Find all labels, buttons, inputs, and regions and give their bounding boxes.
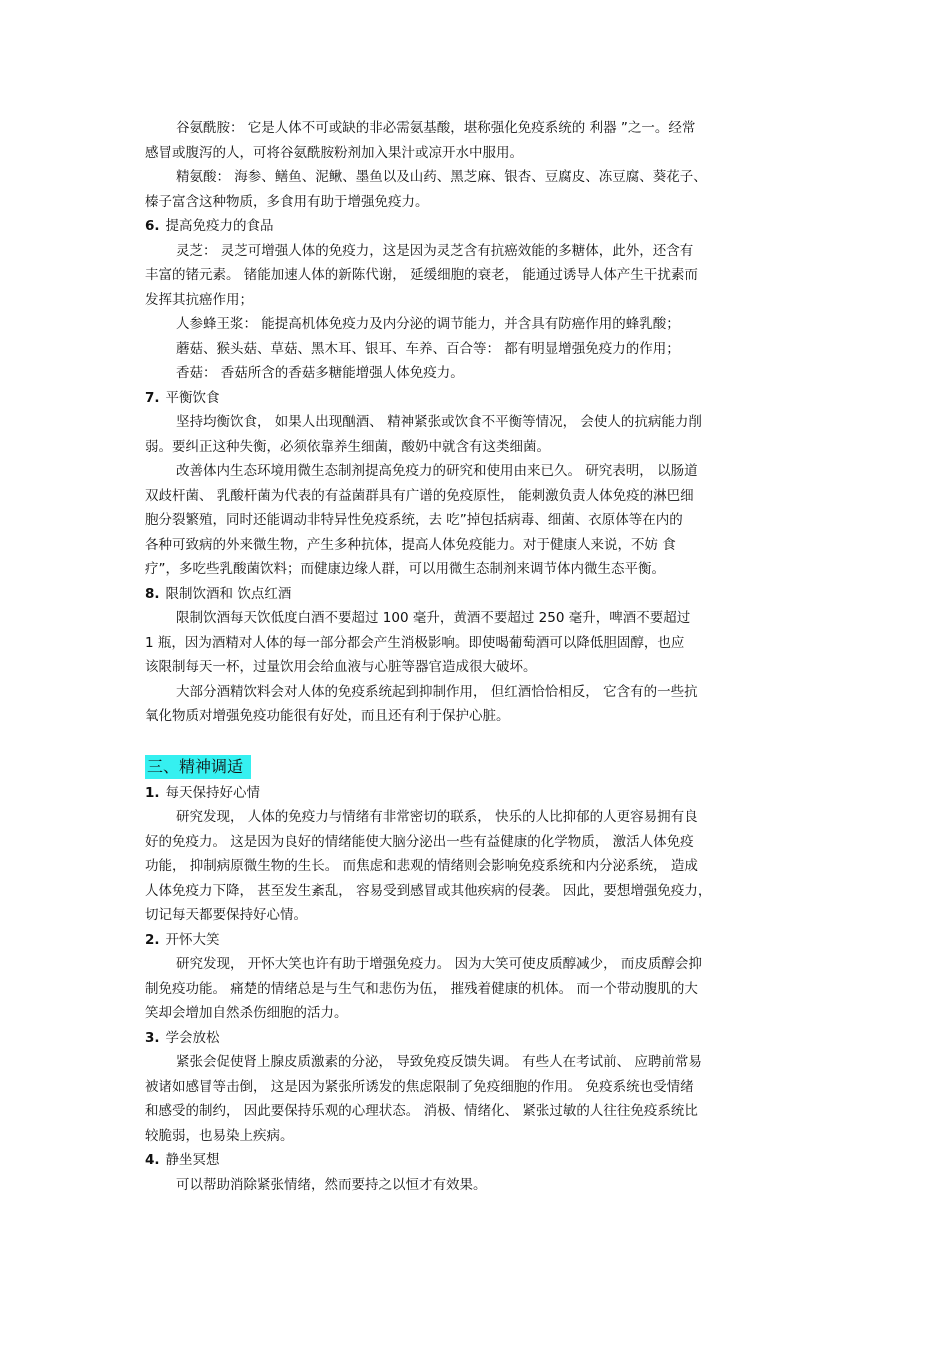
document-page (145, 116, 810, 1197)
paragraph-line: 被诸如感冒等击倒， 这是因为紧张所诱发的焦虑限制了免疫细胞的作用。 免疫系统也受情绪 (145, 1078, 694, 1095)
subsection-number: 2. (145, 931, 160, 948)
subsection-heading (145, 928, 810, 953)
paragraph-first-line: 谷氨酰胺： 它是人体不可或缺的非必需氨基酸，堪称强化免疫系统的 利器 ”之一。经常 (176, 120, 696, 136)
paragraph-line: 切记每天都要保持好心情。 (145, 907, 307, 923)
paragraph-first-line: 坚持均衡饮食， 如果人出现酗酒、 精神紧张或饮食不平衡等情况， 会使人的抗病能力削 (176, 414, 702, 430)
subsection-number: 6. (145, 218, 160, 234)
subsection-heading (145, 214, 810, 239)
paragraph-line: 笑却会增加自然杀伤细胞的活力。 (145, 1005, 348, 1021)
paragraph-line: 和感受的制约， 因此要保持乐观的心理状态。 消极、情绪化、 紧张过敏的人往往免疫系统比 (145, 1103, 698, 1119)
paragraph-line: 好的免疫力。 这是因为良好的情绪能使大脑分泌出一些有益健康的化学物质， 激活人体免疫 (145, 833, 694, 850)
subsection-title: 学会放松 (165, 1029, 220, 1046)
paragraph-line: 较脆弱，也易染上疾病。 (145, 1127, 294, 1144)
subsection-title: 开怀大笑 (165, 931, 220, 948)
subsection-title: 限制饮酒和 饮点红酒 (165, 585, 292, 602)
paragraph-line: 功能， 抑制病原微生物的生长。 而焦虑和悲观的情绪则会影响免疫系统和内分泌系统， 造成 (145, 858, 698, 874)
paragraph-first-line: 可以帮助消除紧张情绪，然而要持之以恒才有效果。 (176, 1176, 487, 1193)
paragraph-line: 1 瓶，因为酒精对人体的每一部分都会产生消极影响。即使喝葡萄酒可以降低胆固醇，也应 (145, 634, 685, 651)
paragraph-line: 氧化物质对增强免疫功能很有好处，而且还有利于保护心脏。 (145, 708, 510, 724)
paragraph-line: 双歧杆菌、 乳酸杆菌为代表的有益菌群具有广谱的免疫原性， 能刺激负责人体免疫的淋巴细 (145, 487, 694, 504)
paragraph-first-line: 研究发现， 开怀大笑也许有助于增强免疫力。 因为大笑可使皮质醇减少， 而皮质醇会抑 (176, 956, 702, 972)
section-heading-row (145, 729, 810, 781)
paragraph-line: 弱。要纠正这种失衡，必须依靠养生细菌，酸奶中就含有这类细菌。 (145, 438, 550, 455)
paragraph-line: 丰富的锗元素。 锗能加速人体的新陈代谢， 延缓细胞的衰老， 能通过诱导人体产生干扰素而 (145, 267, 698, 283)
subsection-heading (145, 386, 810, 411)
paragraph-line: 制免疫功能。 痛楚的情绪总是与生气和悲伤为伍， 摧残着健康的机体。 而一个带动腹肌的大 (145, 980, 698, 997)
paragraph-line: 感冒或腹泻的人，可将谷氨酰胺粉剂加入果汁或凉开水中服用。 (145, 144, 523, 161)
paragraph-first-line: 蘑菇、猴头菇、草菇、黑木耳、银耳、车养、百合等： 都有明显增强免疫力的作用； (176, 340, 680, 357)
subsection-heading (145, 781, 810, 806)
paragraph-line: 人体免疫力下降， 甚至发生紊乱， 容易受到感冒或其他疾病的侵袭。 因此，要想增强免疫力， (145, 882, 712, 899)
subsection-heading (145, 1026, 810, 1051)
paragraph-line: 胞分裂繁殖，同时还能调动非特异性免疫系统，去 吃”掉包括病毒、细菌、衣原体等在内的 (145, 512, 683, 528)
paragraph-first-line: 紧张会促使肾上腺皮质激素的分泌， 导致免疫反馈失调。 有些人在考试前、 应聘前常易 (176, 1054, 702, 1070)
subsection-heading (145, 1148, 810, 1173)
paragraph-line: 疗”，多吃些乳酸菌饮料；而健康边缘人群，可以用微生态制剂来调节体内微生态平衡。 (145, 561, 665, 577)
paragraph-line: 该限制每天一杯，过量饮用会给血液与心脏等器官造成很大破坏。 (145, 659, 537, 675)
subsection-heading (145, 582, 810, 607)
subsection-title: 静坐冥想 (165, 1152, 220, 1168)
section-heading: 三、精神调适 (145, 755, 251, 779)
paragraph-first-line: 灵芝： 灵芝可增强人体的免疫力，这是因为灵芝含有抗癌效能的多糖体，此外，还含有 (176, 242, 694, 259)
paragraph-first-line: 研究发现， 人体的免疫力与情绪有非常密切的联系， 快乐的人比抑郁的人更容易拥有良 (176, 809, 698, 825)
subsection-number: 8. (145, 585, 160, 602)
subsection-title: 平衡饮食 (165, 389, 220, 406)
paragraph-line: 各种可致病的外来微生物，产生多种抗体，提高人体免疫能力。对于健康人来说，不妨 食 (145, 536, 676, 553)
subsection-number: 1. (145, 784, 160, 801)
paragraph-first-line: 精氨酸： 海参、鳝鱼、泥鳅、墨鱼以及山药、黑芝麻、银杏、豆腐皮、冻豆腐、葵花子、 (176, 169, 707, 185)
paragraph-first-line: 人参蜂王浆： 能提高机体免疫力及内分泌的调节能力，并含具有防癌作用的蜂乳酸； (176, 316, 680, 332)
paragraph-line: 发挥其抗癌作用； (145, 291, 253, 308)
subsection-number: 4. (145, 1152, 160, 1168)
subsection-title: 每天保持好心情 (165, 784, 261, 801)
paragraph-first-line: 大部分酒精饮料会对人体的免疫系统起到抑制作用， 但红酒恰恰相反， 它含有的一些抗 (176, 683, 698, 700)
paragraph-first-line: 香菇： 香菇所含的香菇多糖能增强人体免疫力。 (176, 365, 464, 381)
paragraph-line: 榛子富含这种物质，多食用有助于增强免疫力。 (145, 193, 429, 210)
paragraph-first-line: 改善体内生态环境用微生态制剂提高免疫力的研究和使用由来已久。 研究表明， 以肠道 (176, 463, 698, 479)
subsection-title: 提高免疫力的食品 (165, 218, 274, 234)
subsection-number: 7. (145, 389, 160, 406)
subsection-number: 3. (145, 1029, 160, 1046)
paragraph-first-line: 限制饮酒每天饮低度白酒不要超过 100 毫升，黄酒不要超过 250 毫升，啤酒不要超过 (176, 610, 691, 626)
